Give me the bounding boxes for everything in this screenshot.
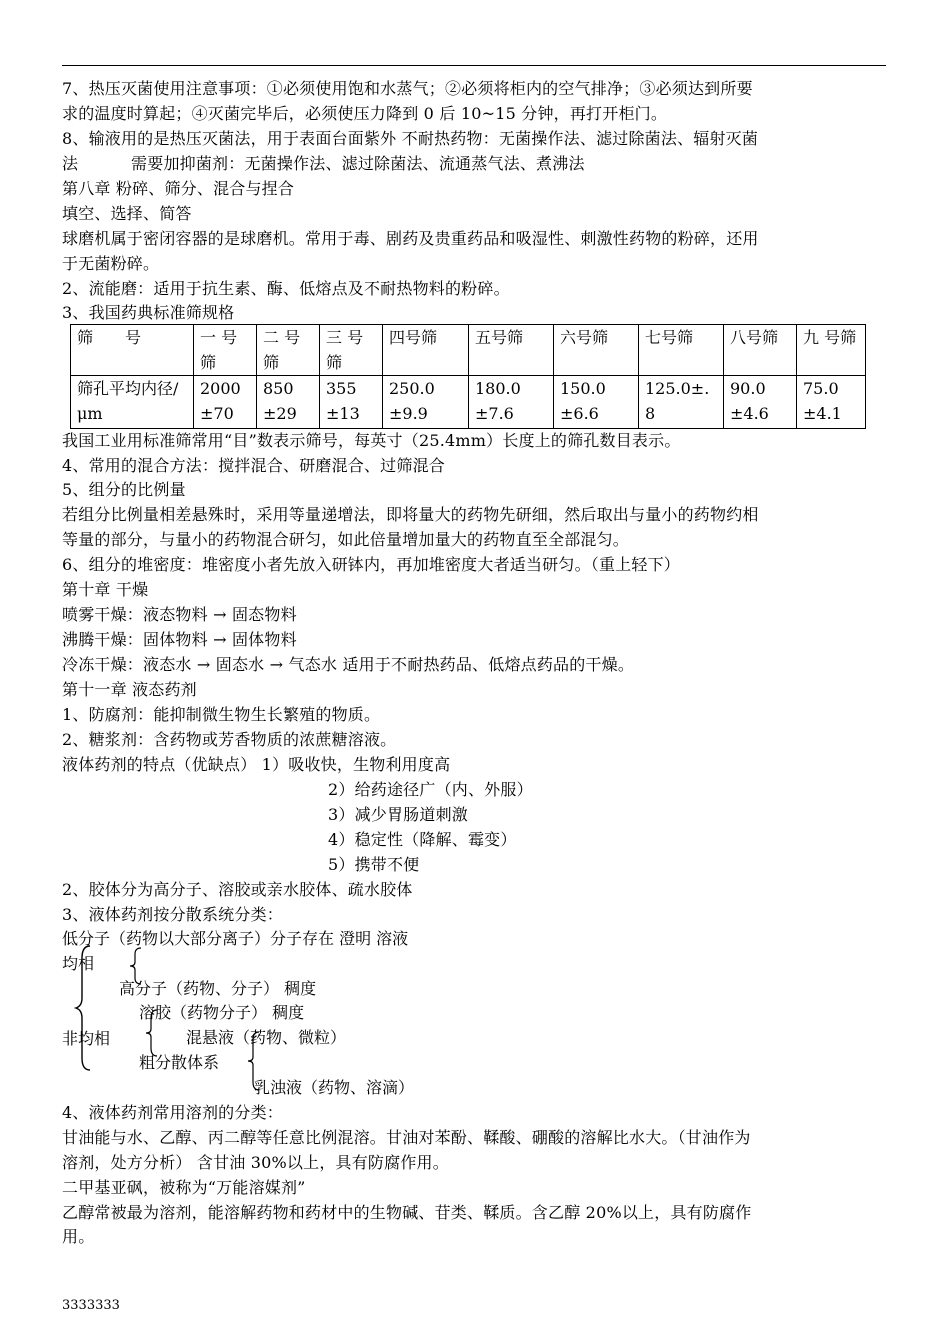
table-cell: 150.0±6.6	[554, 376, 639, 429]
table-cell: 筛孔平均内径/μm	[71, 376, 194, 429]
text-line: 2）给药途径广（内、外服）	[328, 780, 533, 799]
tree-node: 低分子（药物以大部分离子）分子存在 澄明 溶液	[62, 929, 409, 948]
sieve-spec-table	[70, 324, 866, 429]
text-line: 5、组分的比例量	[62, 480, 186, 499]
table-cell: 75.0 ±4.1	[797, 376, 866, 429]
table-cell: 355±13	[320, 376, 383, 429]
table-cell: 2000 ±70	[194, 376, 257, 429]
table-cell: 90.0±4.6	[724, 376, 797, 429]
left-brace-icon	[144, 1008, 160, 1058]
table-cell: 四号筛	[383, 325, 469, 376]
tree-node: 高分子（药物、分子） 稠度	[119, 979, 317, 998]
text-line: 用。	[62, 1227, 95, 1246]
text-line: 沸腾干燥：固体物料 → 固体物料	[62, 630, 297, 649]
tree-node: 均相	[62, 954, 95, 973]
page-footer: 3333333	[62, 1298, 120, 1313]
top-rule	[62, 65, 886, 66]
chapter-heading: 第十一章 液态药剂	[62, 680, 197, 699]
text-line: 3）减少胃肠道刺激	[328, 805, 468, 824]
text-line: 2、流能磨：适用于抗生素、酶、低熔点及不耐热物料的粉碎。	[62, 279, 510, 298]
text-line: 液体药剂的特点（优缺点） 1）吸收快，生物利用度高	[62, 755, 451, 774]
tree-node: 非均相	[62, 1029, 111, 1048]
text-line: 4、常用的混合方法：搅拌混合、研磨混合、过筛混合	[62, 456, 445, 475]
table-cell: 九 号筛	[797, 325, 866, 376]
text-line: 4）稳定性（降解、霉变）	[328, 830, 517, 849]
table-cell: 五号筛	[469, 325, 554, 376]
text-line: 4、液体药剂常用溶剂的分类：	[62, 1103, 283, 1122]
text-line: 3、液体药剂按分散系统分类：	[62, 905, 283, 924]
text-line: 冷冻干燥：液态水 → 固态水 → 气态水 适用于不耐热药品、低熔点药品的干燥。	[62, 655, 635, 674]
left-brace-icon	[128, 946, 144, 986]
text-line: 求的温度时算起；④灭菌完毕后，必须使压力降到 0 后 10~15 分钟，再打开柜门。	[62, 104, 668, 123]
text-line: 5）携带不便	[328, 855, 420, 874]
tree-node: 溶胶（药物分子） 稠度	[139, 1003, 305, 1022]
text-line: 乙醇常被最为溶剂，能溶解药物和药材中的生物碱、苷类、鞣质。含乙醇 20%以上，具有防腐作	[62, 1203, 752, 1222]
text-line: 甘油能与水、乙醇、丙二醇等任意比例混溶。甘油对苯酚、鞣酸、硼酸的溶解比水大。（甘油作为	[62, 1128, 751, 1147]
text-line: 球磨机属于密闭容器的是球磨机。常用于毒、剧药及贵重药品和吸湿性、刺激性药物的粉碎，还用	[62, 229, 759, 248]
table-cell: 八号筛	[724, 325, 797, 376]
tree-node: 混悬液（药物、微粒）	[186, 1028, 347, 1047]
chapter-heading: 第十章 干燥	[62, 580, 149, 599]
table-cell: 六号筛	[554, 325, 639, 376]
text-line: 等量的部分，与量小的药物混合研匀，如此倍量增加量大的药物直至全部混匀。	[62, 530, 630, 549]
text-line: 6、组分的堆密度：堆密度小者先放入研钵内，再加堆密度大者适当研匀。（重上轻下）	[62, 555, 680, 574]
table-row	[71, 376, 866, 429]
text-line: 1、防腐剂：能抑制微生物生长繁殖的物质。	[62, 705, 381, 724]
tree-node: 乳浊液（药物、溶滴）	[254, 1078, 415, 1097]
text-line: 二甲基亚砜，被称为“万能溶媒剂”	[62, 1178, 306, 1197]
text-line: 2、胶体分为高分子、溶胶或亲水胶体、疏水胶体	[62, 880, 413, 899]
table-cell: 三 号筛	[320, 325, 383, 376]
text-line: 若组分比例量相差悬殊时，采用等量递增法，即将量大的药物先研细，然后取出与量小的药物约相	[62, 505, 759, 524]
table-cell: 250.0±9.9	[383, 376, 469, 429]
chapter-heading: 第八章 粉碎、筛分、混合与捏合	[62, 179, 295, 198]
text-line: 2、糖浆剂：含药物或芳香物质的浓蔗糖溶液。	[62, 730, 397, 749]
table-cell: 850±29	[257, 376, 320, 429]
text-line: 法 需要加抑菌剂：无菌操作法、滤过除菌法、流通蒸气法、煮沸法	[62, 154, 585, 173]
tree-node: 粗分散体系	[139, 1053, 220, 1072]
table-cell: 180.0±7.6	[469, 376, 554, 429]
text-line: 于无菌粉碎。	[62, 254, 160, 273]
table-cell: 二 号筛	[257, 325, 320, 376]
table-cell: 125.0±.8	[639, 376, 724, 429]
text-line: 填空、选择、简答	[62, 204, 192, 223]
table-cell: 筛 号	[71, 325, 194, 376]
text-line: 我国工业用标准筛常用“目”数表示筛号，每英寸（25.4mm）长度上的筛孔数目表示。	[62, 431, 681, 450]
table-header-row	[71, 325, 866, 376]
text-line: 7、热压灭菌使用注意事项：①必须使用饱和水蒸气；②必须将柜内的空气排净；③必须达到所要	[62, 79, 753, 98]
left-brace-icon	[74, 944, 94, 1072]
table-cell: 一 号筛	[194, 325, 257, 376]
text-line: 8、输液用的是热压灭菌法，用于表面台面紫外 不耐热药物：无菌操作法、滤过除菌法、辐射灭菌	[62, 129, 759, 148]
text-line: 喷雾干燥：液态物料 → 固态物料	[62, 605, 297, 624]
table-cell: 七号筛	[639, 325, 724, 376]
text-line: 3、我国药典标准筛规格	[62, 303, 235, 322]
text-line: 溶剂，处方分析） 含甘油 30%以上，具有防腐作用。	[62, 1153, 449, 1172]
left-brace-icon	[246, 1030, 262, 1092]
